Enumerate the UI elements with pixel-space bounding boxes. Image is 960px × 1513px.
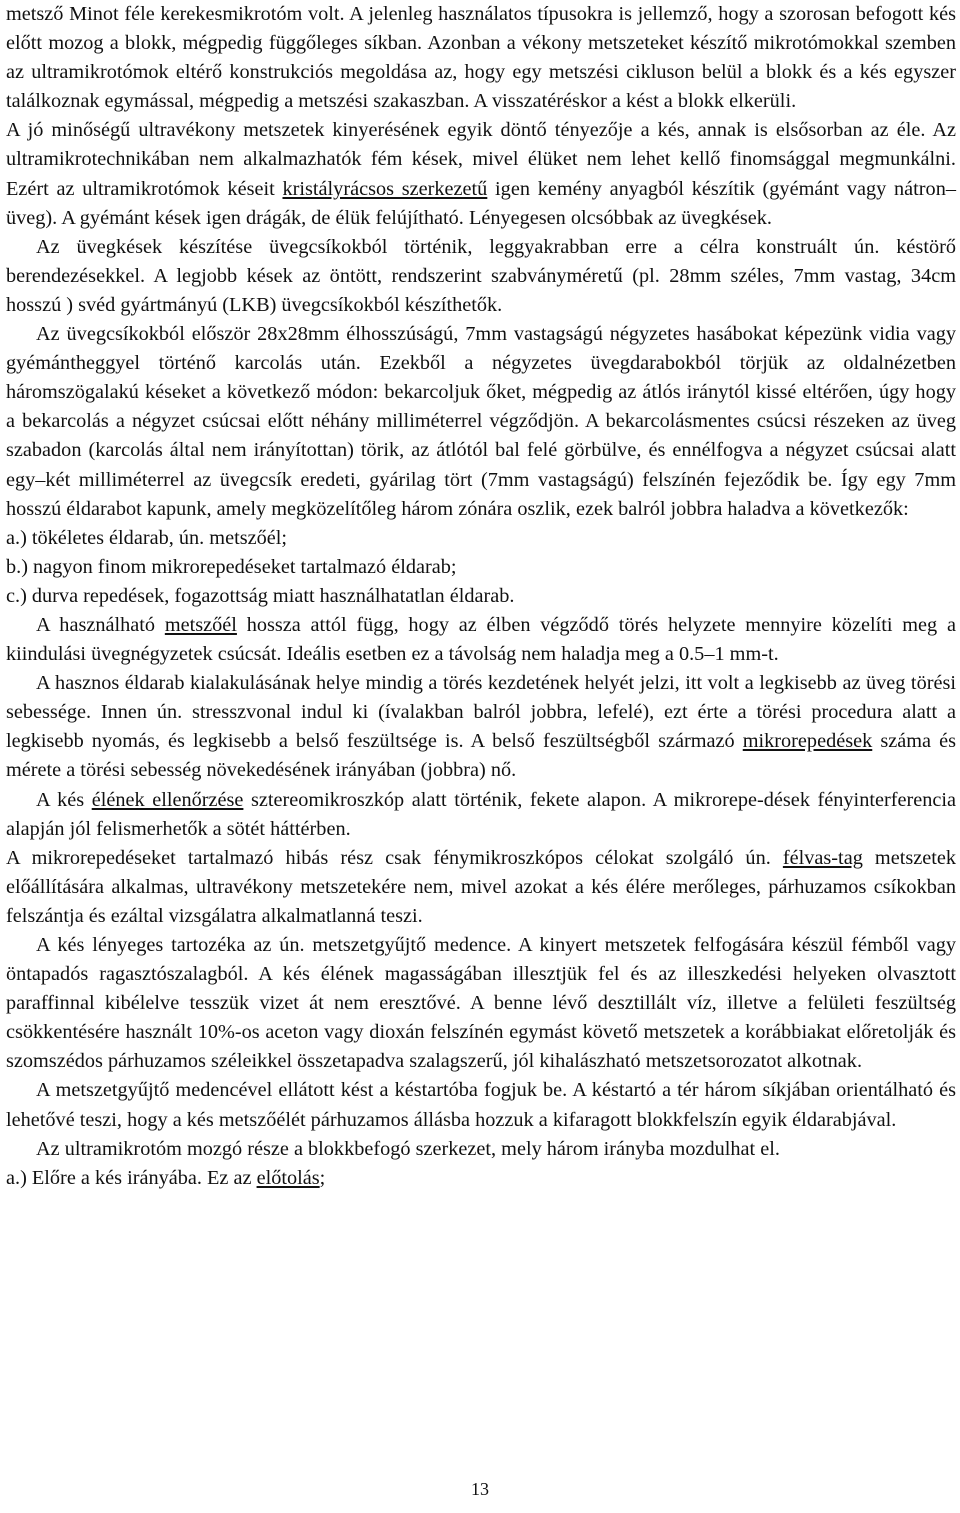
paragraph-text: a.) Előre a kés irányába. Ez az (6, 1166, 257, 1189)
paragraph-stress-line (6, 669, 956, 785)
underlined-term-cutting-edge: metszőél (164, 613, 237, 636)
underlined-term-edge-inspection: élének ellenőrzése (91, 788, 244, 811)
list-item: b.) nagyon finom mikrorepedéseket tartalmazó éldarab; (6, 555, 457, 578)
paragraph-text: hossza attól függ, hogy az élben végződő törés helyzete mennyire közelíti meg a kiindulási üvegnégyzetek csúcsát. Ideális esetben ez a távolság nem haladja meg a 0.5–1 mm-t. (6, 613, 956, 666)
paragraph-block-holder (6, 1135, 956, 1164)
paragraph-text: metsző Minot féle kerekesmikrotóm volt. A jelenleg használatos típusokra is jellemző, hogy a szorosan befogott kés előtt mozog a blokk, mégpedig függőleges síkban. Azonban a vékony metszeteket készítő mikrotómokkal szemben az ultramikrotómok eltérő konstrukciós megoldása az, hogy egy metszési cikluson belül a blokk és a kés egyszer találkoznak egymással, mégpedig a metszési szakaszban. A visszatéréskor a kést a blokk elkerüli. (6, 3, 956, 113)
underlined-term-semithin: félvas-tag (782, 846, 863, 869)
underlined-term-microcracks: mikrorepedések (742, 730, 873, 753)
paragraph-text: A kés (36, 788, 92, 811)
paragraph-edge-inspection (6, 786, 956, 844)
paragraph-minot-microtome (6, 0, 956, 116)
paragraph-usable-edge (6, 611, 956, 669)
paragraph-text: száma és mérete a törési sebesség növekedésének irányában (jobbra) nő. (6, 730, 956, 782)
paragraph-knife-holder (6, 1076, 956, 1134)
paragraph-semithin (6, 844, 956, 931)
paragraph-text: igen kemény anyagból készítik (gyémánt vagy nátron–üveg). A gyémánt kések igen drágák, de élük felújítható. Lényegesen olcsóbbak az üvegkések. (6, 177, 956, 229)
paragraph-text: A mikrorepedéseket tartalmazó hibás rész csak fénymikroszkópos célokat szolgáló ún. (6, 846, 783, 869)
document-page (6, 0, 956, 1193)
underlined-term-advance: előtolás (256, 1166, 320, 1189)
zone-list (6, 524, 956, 611)
paragraph-text: A hasznos éldarab kialakulásának helye mindig a törés kezdetének helyét jelzi, itt volt a legkisebb az üveg törési sebessége. Innen ún. stresszvonal indul ki (ívalakban balról jobbra, lefelé), ezt érte a törési procedura alatt a legkisebb nyomás, és legkisebb a belső feszültsége is. A belső feszültségből származó (6, 672, 956, 753)
paragraph-text: ; (319, 1166, 326, 1189)
list-item-advance (6, 1164, 956, 1193)
paragraph-knife-quality (6, 116, 956, 232)
paragraph-text: A jó minőségű ultravékony metszetek kinyerésének egyik döntő tényezője a kés, annak is elsősorban az éle. Az ultramikrotechnikában nem alkalmazhatók fém kések, mivel élüket nem lehet kellő finomsággal megmunkálni. Ezért az ultramikrotómok késeit (6, 119, 956, 200)
paragraph-text: metszetek előállítására alkalmas, ultravékony metszetekére nem, mivel azokat a kés élére merőleges, párhuzamos csíkokban felszántja és ezáltal vizsgálatra alkalmatlanná teszi. (6, 846, 957, 927)
paragraph-text: Az ultramikrotóm mozgó része a blokkbefogó szerkezet, mely három irányba mozdulhat el. (36, 1137, 780, 1160)
paragraph-text: sztereomikroszkóp alatt történik, fekete alapon. A mikrorepe-dések fényinterferencia alapján jól felismerhetők a sötét háttérben. (6, 788, 957, 840)
underlined-term-crystal-lattice: kristályrácsos szerkezetű (282, 177, 488, 200)
paragraph-text: Az üvegcsíkokból először 28x28mm élhosszúságú, 7mm vastagságú négyzetes hasábokat képezünk vidia vagy gyémántheggyel történő karcolás után. Ezekből a négyzetes üvegdarabokból törjük az oldalnézetben háromszögalakú késeket a következő módon: bekarcoljuk őket, mégpedig az átlós iránytól kissé eltérően, úgy hogy a bekarcolás a négyzet csúcsai előtt néhány milliméterrel végződjön. A bekarcolásmentes csúcsi részeken az üveg szabadon (karcolás által nem irányítottan) törik, az átlótól bal felé görbülve, és ennélfogva a négyzet csúcsai alatt egy–két milliméterrel az üvegcsík eredeti, gyárilag tört (7mm vastagságú) felszínén fejeződik be. Így egy 7mm hosszú éldarabot kapunk, amely megközelítőleg három zónára oszlik, ezek balról jobbra haladva a következők: (6, 323, 956, 520)
paragraph-collecting-trough (6, 931, 956, 1076)
page-number: 13 (471, 1479, 489, 1499)
list-item: c.) durva repedések, fogazottság miatt használhatatlan éldarab. (6, 584, 515, 607)
paragraph-glass-strip-process (6, 320, 956, 524)
paragraph-text: Az üvegkések készítése üvegcsíkokból történik, leggyakrabban erre a célra konstruált ún. késtörő berendezésekkel. A legjobb kések az öntött, rendszerint szabványméretű (pl. 28mm széles, 7mm vastag, 34cm hosszú ) svéd gyártmányú (LKB) üvegcsíkokból készíthetők. (6, 235, 956, 316)
paragraph-text: A kés lényeges tartozéka az ún. metszetgyűjtő medence. A kinyert metszetek felfogására készül fémből vagy öntapadós ragasztószalagból. A kés élének magasságában illesztjük fel és az illeszkedési helyeken olvasztott paraffinnal kibélelve tesszük vizet át nem eresztővé. A benne lévő desztillált víz, illetve a felületi feszültség csökkentésére használt 10%-os aceton vagy dioxán felszínén egymást követő metszetek a korábbiakat előretolják és szomszédos párhuzamos széleikkel összetapadva szalagszerű, jól kihalászható metszetsorozatot alkotnak. (6, 934, 956, 1073)
paragraph-glass-knife-making (6, 233, 956, 320)
paragraph-text: A használható (36, 613, 165, 636)
paragraph-text: A metszetgyűjtő medencével ellátott kést a késtartóba fogjuk be. A késtartó a tér három síkjában orientálható és lehetővé teszi, hogy a kés metszőélét párhuzamos állásba hozzuk a kifaragott blokkfelszín egyik éldarabjával. (6, 1079, 956, 1131)
list-item: a.) tökéletes éldarab, ún. metszőél; (6, 526, 288, 549)
